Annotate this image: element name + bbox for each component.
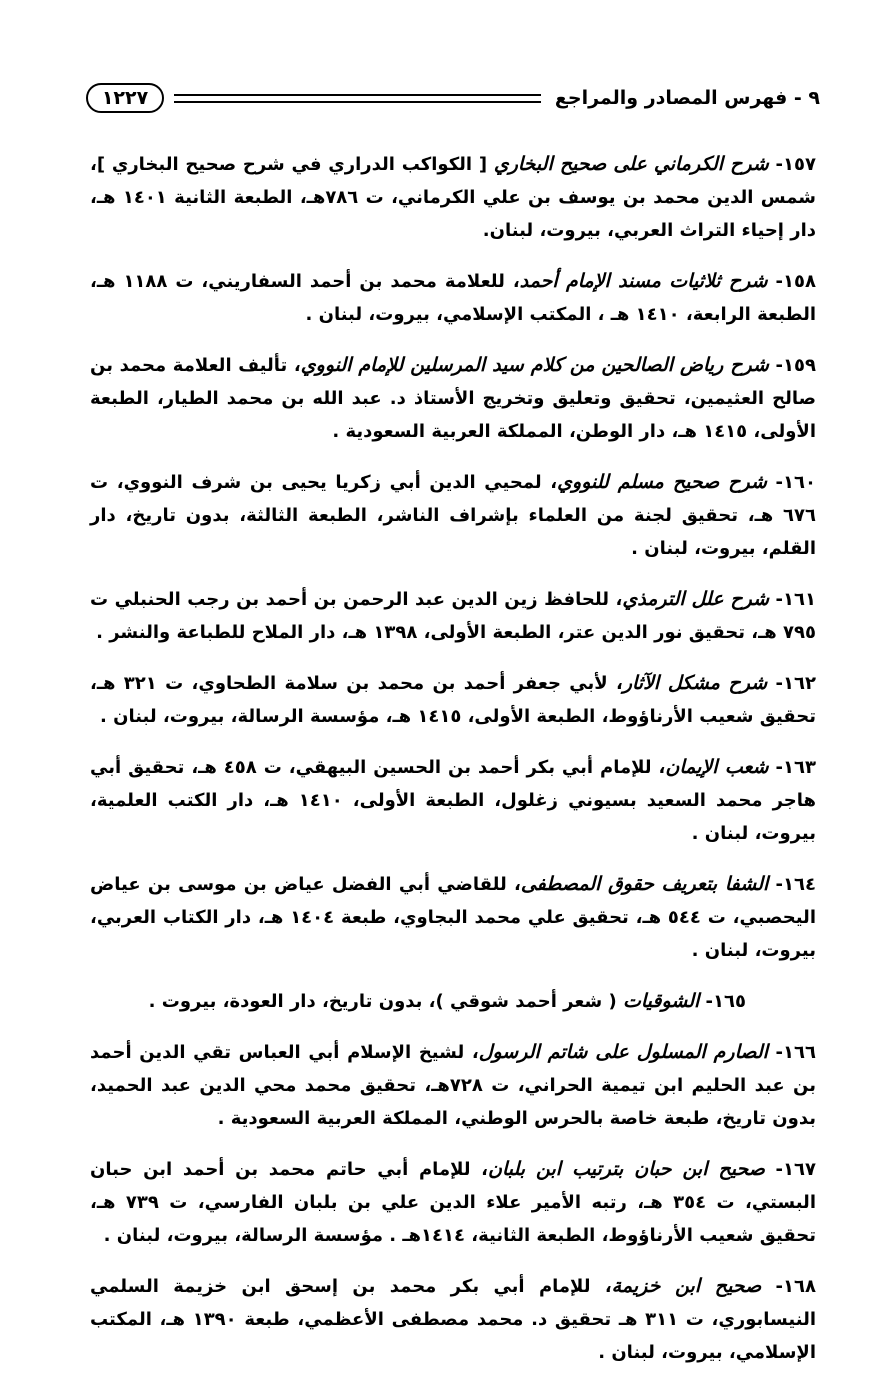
entry-details: ، للإمام أبي بكر أحمد بن الحسين البيهقي، ت ٤٥٨ هـ، تحقيق أبي هاجر محمد السعيد بسيوني زغلول، الطبعة الأولى، ١٤١٠ هـ، دار الكتب العلمية، بيروت، لبنان . (90, 757, 816, 844)
page-header (86, 80, 820, 116)
entry-title: صحيح ابن حبان بترتيب ابن بلبان (488, 1158, 765, 1180)
bibliography-entry (90, 1153, 816, 1252)
entry-title: شرح الكرماني على صحيح البخاري (493, 153, 769, 175)
entry-number: ١٥٩- (768, 355, 816, 376)
entry-number: ١٥٨- (767, 271, 816, 292)
bibliography-entry (90, 265, 816, 331)
entry-details: ، للحافظ زين الدين عبد الرحمن بن أحمد بن رجب الحنبلي ت ٧٩٥ هـ، تحقيق نور الدين عتر، الطبعة الأولى، ١٣٩٨ هـ، دار الملاح للطباعة والنشر . (90, 589, 816, 643)
bibliography-entry (90, 751, 816, 850)
bibliography-list (90, 130, 816, 1380)
bibliography-entry (90, 148, 816, 247)
entry-details: [ الكواكب الدراري في شرح صحيح البخاري ]، شمس الدين محمد بن يوسف بن علي الكرماني، ت ٧٨٦هـ، الطبعة الثانية ١٤٠١ هـ، دار إحياء التراث العربي، بيروت، لبنان. (90, 154, 816, 241)
entry-details: ، للإمام أبي بكر محمد بن إسحق ابن خزيمة السلمي النيسابوري، ت ٣١١ هـ تحقيق د. محمد مصطفى الأعظمي، طبعة ١٣٩٠ هـ، المكتب الإسلامي، بيروت، لبنان . (90, 1276, 816, 1363)
bibliography-entry (90, 349, 816, 448)
header-rule (174, 94, 541, 103)
entry-title: شرح صحيح مسلم للنووي (557, 471, 767, 493)
bibliography-entry (90, 1036, 816, 1135)
section-title: ٩ - فهرس المصادر والمراجع (554, 87, 820, 109)
entry-title: الشفا بتعريف حقوق المصطفى (520, 873, 769, 895)
entry-details: ، لمحيي الدين أبي زكريا يحيى بن شرف النووي، ت ٦٧٦ هـ، تحقيق لجنة من العلماء بإشراف الناشر، الطبعة الثالثة، بدون تاريخ، دار القلم، بيروت، لبنان . (90, 472, 816, 559)
entry-title: الصارم المسلول على شاتم الرسول (478, 1041, 768, 1063)
bibliography-entry (90, 466, 816, 565)
page-number: ١٢٢٧ (86, 83, 164, 113)
bibliography-entry (90, 985, 816, 1018)
entry-title: شرح رياض الصالحين من كلام سيد المرسلين للإمام النووي (300, 354, 769, 376)
entry-number: ١٥٧- (768, 154, 816, 175)
bibliography-entry (90, 667, 816, 733)
entry-title: الشوقيات (622, 990, 700, 1012)
entry-number: ١٦٧- (764, 1159, 816, 1180)
bibliography-entry (90, 1270, 816, 1369)
entry-details: ، لشيخ الإسلام أبي العباس تقي الدين أحمد بن عبد الحليم ابن تيمية الحراني، ت ٧٢٨هـ، تحقيق محمد محي الدين عبد الحميد، بدون تاريخ، طبعة خاصة بالحرس الوطني، المملكة العربية السعودية . (90, 1042, 816, 1129)
entry-number: ١٦١- (769, 589, 816, 610)
entry-title: شرح ثلاثيات مسند الإمام أحمد (519, 270, 768, 292)
entry-number: ١٦٥- (699, 991, 746, 1012)
entry-details: ، تأليف العلامة محمد بن صالح العثيمين، تحقيق وتعليق وتخريج الأستاذ د. عبد الله بن محمد الطيار، الطبعة الأولى، ١٤١٥ هـ، دار الوطن، المملكة العربية السعودية . (90, 355, 816, 442)
entry-details: ، للعلامة محمد بن أحمد السفاريني، ت ١١٨٨ هـ، الطبعة الرابعة، ١٤١٠ هـ ، المكتب الإسلامي، بيروت، لبنان . (90, 271, 816, 325)
bibliography-entry (90, 868, 816, 967)
entry-title: صحيح ابن خزيمة (611, 1275, 762, 1297)
entry-details: ، للقاضي أبي الفضل عياض بن موسى بن عياض اليحصبي، ت ٥٤٤ هـ، تحقيق علي محمد البجاوي، طبعة ١٤٠٤ هـ، دار الكتاب العربي، بيروت، لبنان . (90, 874, 816, 961)
entry-title: شرح مشكل الآثار (622, 672, 768, 694)
entry-number: ١٦٨- (761, 1276, 817, 1297)
entry-number: ١٦٦- (767, 1042, 816, 1063)
entry-details: ، لأبي جعفر أحمد بن محمد بن سلامة الطحاوي، ت ٣٢١ هـ، تحقيق شعيب الأرناؤوط، الطبعة الأولى، ١٤١٥ هـ، مؤسسة الرسالة، بيروت، لبنان . (90, 673, 816, 727)
entry-number: ١٦٤- (768, 874, 816, 895)
entry-number: ١٦٣- (768, 757, 816, 778)
entry-title: شرح علل الترمذي (622, 588, 770, 610)
entry-title: شعب الإيمان (665, 756, 769, 778)
entry-details: ( شعر أحمد شوقي )، بدون تاريخ، دار العودة، بيروت . (148, 991, 623, 1012)
entry-details: ، للإمام أبي حاتم محمد بن أحمد ابن حبان البستي، ت ٣٥٤ هـ، رتبه الأمير علاء الدين علي بن بلبان الفارسي، ت ٧٣٩ هـ، تحقيق شعيب الأرناؤوط، الطبعة الثانية، ١٤١٤هـ . مؤسسة الرسالة، بيروت، لبنان . (90, 1159, 816, 1246)
entry-number: ١٦٠- (766, 472, 816, 493)
bibliography-entry (90, 583, 816, 649)
entry-number: ١٦٢- (767, 673, 816, 694)
